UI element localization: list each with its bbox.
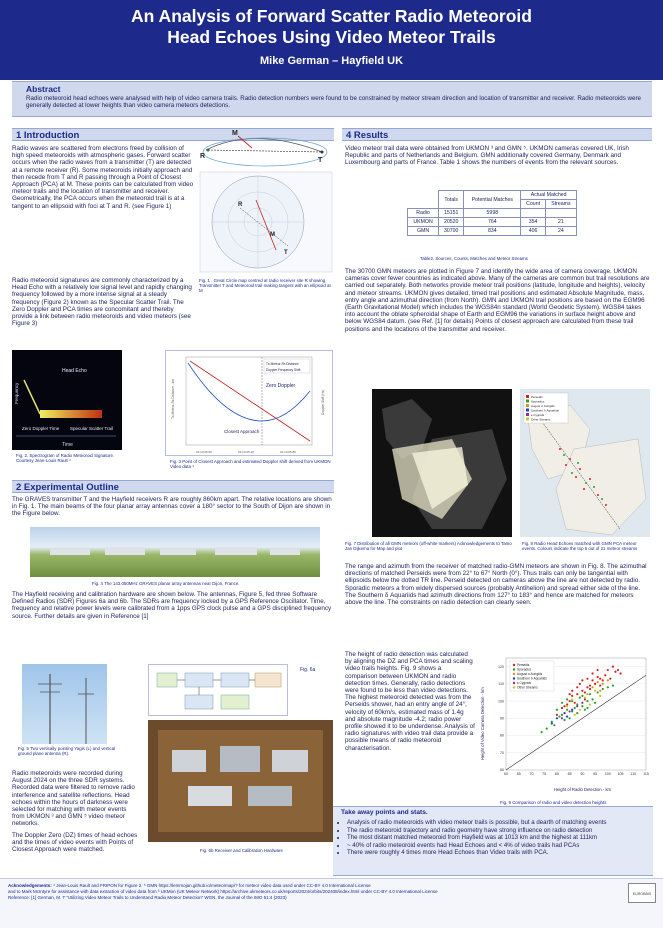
fig9-point — [563, 712, 565, 714]
fig9-point — [553, 724, 555, 726]
fig8-legend-aquariids: Southern δ Aquariids — [531, 408, 560, 413]
fig9-point — [612, 684, 614, 686]
fig9-point — [569, 717, 571, 719]
sources-table — [407, 190, 577, 236]
fig1-label-r-map: R — [238, 202, 243, 208]
fig9-point — [614, 671, 616, 673]
fig3-label-closest-approach: Closest Approach — [224, 429, 260, 434]
ack-line-2: and to Mark McIntyre for assistance with data extraction of video data from ³ UKMon (UK Meteor Network) https://archive.ukmeteors.co.uk/reports/2024/orbits/202408/index.html under CC-BY 4.0 International License — [8, 889, 438, 894]
fig2-caption: Fig. 2. Spectrogram of Radio Meteoroid Signature. Courtesy Jean-Louis Rault ⁴ — [16, 453, 115, 464]
fig9-point — [571, 698, 573, 700]
figure-1 — [196, 128, 336, 274]
fig9-point — [584, 697, 586, 699]
fig9-point — [619, 672, 621, 674]
hardware-graphic — [148, 720, 333, 842]
fig9-point — [576, 693, 578, 695]
fig9-point — [561, 714, 563, 716]
fig9-point — [591, 672, 593, 674]
figure-9-scatter — [476, 650, 654, 796]
fig9-point — [574, 714, 576, 716]
table-cell-totals: 30700 — [439, 227, 464, 236]
fig9-point — [597, 669, 599, 671]
fig3-axis-right: Doppler Shift (Hz) — [321, 389, 325, 415]
fig9-point — [581, 695, 583, 697]
figure-8-matched-map — [520, 389, 650, 537]
fig9-point — [586, 693, 588, 695]
acknowledgements — [8, 883, 618, 901]
fig9-point — [556, 714, 558, 716]
footer — [0, 878, 663, 928]
fig9-x-axis-label: Height of Radio Detection - km — [554, 787, 612, 792]
spectrogram-graphic — [12, 350, 122, 450]
fig9-y-tick: 110 — [498, 682, 504, 687]
fig9-point — [579, 709, 581, 711]
fig9-point — [579, 683, 581, 685]
fig2-y-axis-label: Frequency — [14, 382, 19, 404]
takeaway-item: • The radio meteoroid trajectory and radio geometry have strong influence on radio detection — [347, 827, 653, 835]
table-cell-name: UKMON — [408, 218, 439, 227]
fig9-point — [602, 683, 604, 685]
table-caption: Table2. Sources, Counts, Matches and Meteor Streams — [420, 256, 528, 261]
fig9-legend-swatch — [513, 682, 515, 684]
table-row — [408, 227, 577, 236]
fig9-x-tick: 85 — [567, 772, 572, 776]
fig9-x-tick: 100 — [604, 772, 611, 776]
fig9-point — [597, 676, 599, 678]
table-cell-count: 354 — [521, 218, 546, 227]
fig9-point — [571, 709, 573, 711]
fig9-point — [566, 698, 568, 700]
fig9-x-tick: 70 — [529, 772, 534, 776]
fig9-point — [558, 715, 560, 717]
table-row — [408, 209, 577, 218]
fig2-label-specular: Specular Scatter Trail — [70, 426, 114, 431]
fig8-legend-perseids: Perseids — [531, 395, 543, 399]
experimental-paragraph-1: The GRAVES transmitter T and the Hayfield receivers R are roughly 860km apart. The relative locations are shown in Fig. 1. The main beams of the four planar array antennas cover a 180° sector to the South of Dijon are shown in the Figure below. — [12, 496, 332, 518]
logo-text: EUROBBIS — [632, 892, 652, 896]
fig9-caption: Fig. 9 Comparison of radio and video detection heights — [500, 800, 607, 805]
fig9-point — [561, 707, 563, 709]
table-cell-name: Radio — [408, 209, 439, 218]
fig9-legend-label: August α Aurigids — [517, 672, 543, 676]
fig9-point — [576, 686, 578, 688]
figure-5-antennas-photo — [22, 664, 107, 744]
fig9-point — [597, 681, 599, 683]
fig9-point — [581, 702, 583, 704]
fig3-x-tick-1: 22:14:05.00 — [196, 450, 212, 454]
fig9-point — [594, 702, 596, 704]
fig9-point — [594, 683, 596, 685]
fig9-point — [561, 717, 563, 719]
fig2-label-head-echo: Head Echo — [62, 368, 87, 374]
fig9-legend-label: Sporadics — [517, 667, 532, 672]
table-header-count: Count — [521, 200, 546, 209]
table-cell-count: 406 — [521, 227, 546, 236]
fig9-point — [574, 707, 576, 709]
fig9-point — [591, 679, 593, 681]
fig9-y-tick: 120 — [498, 664, 504, 669]
takeaway-item: • ~ 40% of radio meteoroid events had Head Echoes and < 4% of video trails had PCAs — [347, 842, 653, 850]
fig9-point — [599, 684, 601, 686]
fig9-y-tick: 70 — [500, 750, 504, 755]
fig9-point — [569, 710, 571, 712]
fig9-point — [589, 684, 591, 686]
fig3-x-tick-3: 22:14:05.80 — [280, 450, 296, 454]
experimental-paragraph-3: Radio meteoroids were recorded during August 2024 on the three SDR systems. Recorded data were filtered to remove radio interference and satellite reflections. Head echoes within the hours of darkness were selected for matching with meteor events from UKMON ³ and GMN ⁵ video meteor networks. — [12, 770, 135, 828]
table-header-potential: Potential Matches — [464, 191, 521, 209]
fig9-x-tick: 60 — [504, 772, 508, 776]
abstract-heading: Abstract — [26, 84, 61, 94]
gmn-map-graphic — [372, 389, 512, 537]
intro-paragraph-1: Radio waves are scattered from electrons freed by collision of high speed meteoroids with atmospheric gases. Forward scatter occurs when the radio waves from a transmitter (T) are detected at a remote receiver (R). Some meteoroids initially approach and then recede from T and R passing through a Point of Closest Approach (PCA) at M. These points can be calculated from video meteor trails and the location of transmitter and receiver. Geometrically, the PCA occurs when the meteoroid trail is at a tangent to an ellipsoid with foci at T and R. (see Figure 1) — [12, 145, 194, 210]
fig9-x-tick: 75 — [542, 772, 547, 776]
table-cell-totals: 20520 — [439, 218, 464, 227]
pca-doppler-chart — [166, 351, 334, 457]
fig9-x-tick: 105 — [617, 772, 624, 776]
fig9-point — [581, 690, 583, 692]
fig9-point — [569, 700, 571, 702]
fig9-point — [602, 688, 604, 690]
fig9-point — [584, 691, 586, 693]
fig9-point — [586, 686, 588, 688]
great-circle-map — [196, 128, 336, 274]
fig9-x-tick: 110 — [630, 772, 637, 776]
fig9-x-tick: 65 — [516, 772, 521, 776]
fig9-point — [586, 678, 588, 680]
fig1-caption: Fig. 1 . Great Circle map centred at radio receiver site R showing Transmitter T and Meteoroid trail making tangent with an ellipsoid at M — [199, 278, 331, 294]
table-cell-potential: 834 — [464, 227, 521, 236]
fig9-point — [576, 712, 578, 714]
fig9-y-tick: 100 — [498, 699, 504, 704]
fig9-point — [571, 690, 573, 692]
fig9-point — [591, 698, 593, 700]
fig9-point — [589, 693, 591, 695]
fig8-legend-sporadics: Sporadics — [531, 399, 545, 404]
fig1-label-m-top: M — [232, 130, 238, 137]
figure-3-chart — [165, 350, 333, 456]
fig9-point — [581, 679, 583, 681]
title-line-1: An Analysis of Forward Scatter Radio Meteoroid — [131, 6, 532, 26]
takeaway-item: • The most distant matched meteoroid from Hayfield was at 1013 km and the highest at 111km — [347, 834, 653, 842]
fig9-point — [546, 728, 548, 730]
table-cell-streams: 24 — [545, 227, 576, 236]
fig9-point — [609, 678, 611, 680]
fig5-caption: Fig. 5 Two vertically pointing Yagis (L) and vertical ground plane antenna (R). — [18, 746, 116, 757]
table-header-actual: Actual Matched — [521, 191, 577, 200]
fig9-x-tick: 90 — [580, 772, 585, 776]
intro-heading: 1 Introduction — [12, 128, 334, 141]
results-paragraph-3: The range and azimuth from the receiver of matched radio-GMN meteors are shown in Fig. 8. The azimuthal directions of matched Perseids were from 22° to 67° North (0°). Thus trails can only be tangential with ellipsoids below the dotted TR line. Perseid detected on cameras above the line are not detected by radio. Sporadic meteors a from widely dispersed sources (probably Antihelion) and spread either side of the line. The Southern δ Aquariids had azimuth directions from 127° to 183° and hence are matched for meteors above the line. The constraints on radio detection can clearly seen. — [345, 563, 647, 607]
fig2-label-zero-doppler: Zero Doppler Time — [22, 426, 60, 431]
experimental-paragraph-2: The Hayfield receiving and calibration hardware are shown below. The antennas, Figure 5, fed three Software Defined Radios (SDR) Figures 6a and 6b. The SDRs are frequency locked by a GPS Reference Oscillator. Time, frequency and relative power levels were calibrated from a 1pps GPS clock pulse and a GPS disciplined frequency source. Further details are given in Reference [1] — [12, 591, 332, 620]
fig9-x-tick: 80 — [554, 772, 559, 776]
fig9-point — [597, 691, 599, 693]
fig1-label-r-top: R — [200, 153, 206, 160]
takeaway-list — [333, 819, 653, 857]
fig9-y-tick: 60 — [500, 768, 504, 773]
receiver-block-diagram — [149, 665, 289, 717]
table-cell-count — [521, 209, 546, 218]
fig9-point — [599, 695, 601, 697]
experimental-heading: 2 Experimental Outline — [12, 480, 334, 493]
table-cell-name: GMN — [408, 227, 439, 236]
fig9-legend-label: Southern δ Aquariids — [517, 676, 547, 681]
fig8-legend-cygnids: κ Cygnids — [531, 413, 545, 417]
fig9-point — [556, 717, 558, 719]
ack-label: Acknowledgements: — [8, 883, 52, 888]
table-cell-streams: 21 — [545, 218, 576, 227]
fig9-point — [586, 707, 588, 709]
fig3-label-zero-doppler: Zero Doppler — [266, 383, 296, 389]
fig9-point — [541, 731, 543, 733]
fig9-point — [594, 690, 596, 692]
title-line-2: Head Echoes Using Video Meteor Trails — [167, 27, 496, 47]
fig9-point — [581, 705, 583, 707]
fig9-point — [612, 666, 614, 668]
fig9-point — [566, 715, 568, 717]
fig9-point — [589, 688, 591, 690]
table-row — [408, 218, 577, 227]
fig4-caption: Fig. 4 The 143.050MHz GRAVES planar array antennas near Dijon, France. — [92, 581, 240, 586]
title-banner — [0, 0, 663, 80]
fig9-legend-label: Perseids — [517, 663, 530, 667]
abstract-box — [12, 81, 652, 117]
results-paragraph-2: The 30700 GMN meteors are plotted in Figure 7 and identify the wide area of camera coverage. UKMON cameras cover fewer countries as indicated above. Many of the cameras are common but trail resolutions are carried out separately. Both networks provide meteor trail positions (latitude, longitude and heights), velocity and meteor streams. UKMON gives detailed, timed trail positions and estimated Absolute Magnitude, mass, entry angle and azimuthal direction (from North). GMN and UKMON trail positions are based on the EGM96 (Earth Gravitational Model) which includes the WGS84n standard (World Geodetic System). WGS84 takes into account the oblate spheroidal shape of Earth and EGM96 the variations in surface height above and below WGS84 datum. (see Ref. [1] for details) Points of closest approach are calculated from these trail positions and the locations of the transmitter and receiver. — [345, 268, 650, 333]
table-header-totals: Totals — [439, 191, 464, 209]
fig8-legend-other: Other Streams — [531, 417, 551, 422]
fig9-legend-swatch — [513, 668, 515, 670]
fig3-caption: Fig. 3 Point of Closest Approach and estimated Doppler shift derived from UKMON Video data ⁴ — [170, 459, 331, 470]
fig3-x-tick-2: 22:14:05.40 — [238, 450, 254, 454]
takeaway-item: • Analysis of radio meteoroids with video meteor trails is possible, but a dearth of matching events — [347, 819, 653, 827]
fig9-y-tick: 90 — [500, 716, 504, 721]
figure-2-spectrogram — [12, 350, 122, 450]
fig1-label-m-map: M — [270, 232, 275, 238]
poster-title — [0, 0, 663, 48]
fig9-point — [556, 709, 558, 711]
fig9-point — [561, 702, 563, 704]
fig9-point — [574, 702, 576, 704]
table-cell-potential: 764 — [464, 218, 521, 227]
yagi-antennas-graphic — [22, 664, 107, 744]
figure-6a-block-diagram — [148, 664, 288, 716]
fig9-point — [551, 722, 553, 724]
fig3-legend-doppler: Doppler Frequency Shift — [266, 368, 301, 372]
fig8-caption: Fig. 8 Radio Head Echoes matched with GMN PCA meteor events. Colours indicate the top 5 out of 21 meteor streams — [522, 541, 638, 552]
fig9-point — [571, 695, 573, 697]
height-comparison-chart — [476, 650, 654, 796]
fig9-legend-swatch — [513, 673, 515, 675]
takeaway-heading: Take away points and stats. — [341, 809, 428, 816]
fig9-legend-label: Other Streams — [517, 685, 538, 690]
fig9-legend-swatch — [513, 664, 515, 666]
figure-6b-hardware-photo — [148, 720, 333, 842]
fig7-caption: Fig. 7 Distribution of all GMN meteors (off-white markers) Acknowledgements to Tamo Jan Dijkema for Map and plot — [345, 541, 512, 552]
table-cell-potential: 5998 — [464, 209, 521, 218]
fig9-legend-swatch — [513, 686, 515, 688]
fig9-point — [566, 705, 568, 707]
fig9-point — [566, 709, 568, 711]
graves-antennas-graphic — [30, 527, 320, 577]
fig9-legend-swatch — [513, 677, 515, 679]
fig9-point — [584, 709, 586, 711]
takeaway-item: • There were roughly 4 times more Head Echoes than Video trails with PCA. — [347, 849, 653, 857]
fig9-x-tick: 115 — [643, 772, 649, 776]
table-header-streams: Streams — [545, 200, 576, 209]
fig1-label-t-top: T — [318, 157, 323, 164]
intro-paragraph-2: Radio meteoroid signatures are commonly characterized by a Head Echo with a relatively low signal level and rapidly changing frequency followed by a more intense signal at a steady frequency (Figure 2) known as the Specular Scatter Trail. The Zero Doppler and PCA times are concomitant and thereby provide a link between radio meteoroids and video meteors (see Figure 3) — [12, 277, 192, 328]
table-cell-totals: 15151 — [439, 209, 464, 218]
fig6b-caption: Fig. 6b Receiver and Calibration Hardware — [200, 848, 283, 853]
fig9-point — [589, 703, 591, 705]
fig8-legend-aurigids: August α Aurigids — [531, 404, 555, 408]
fig9-point — [599, 678, 601, 680]
takeaway-box — [333, 806, 653, 876]
fig2-x-axis-label: Time — [62, 442, 73, 448]
reference: Reference: [1] German, M. T “Utilizing Video Meteor Trails to Understand Radio Meteor Detection” WGN, the Journal of the IMO 51:4 (2023) — [8, 895, 287, 900]
fig9-point — [563, 719, 565, 721]
eurobbis-logo — [628, 883, 656, 903]
fig9-y-tick: 80 — [500, 733, 504, 738]
fig9-point — [599, 690, 601, 692]
fig9-point — [607, 669, 609, 671]
figure-4-graves-photo — [30, 527, 320, 577]
fig9-point — [576, 705, 578, 707]
fig9-point — [563, 705, 565, 707]
experimental-paragraph-4: The Doppler Zero (DZ) times of head echoes and the times of video events with Points of Closest Approach were matched. — [12, 832, 138, 854]
fig3-legend-distance: Tx-Meteor-Rx Distance — [266, 362, 299, 366]
abstract-text: Radio meteoroid head echoes were analysed with help of video camera trails. Radio detection numbers were found to be constrained by meteor stream direction and location of transmitter and receiver. Radio meteoroids were generally detected at lower heights than video camera meteors detections. — [26, 95, 641, 110]
results-heading: 4 Results — [342, 128, 652, 141]
fig9-point — [591, 686, 593, 688]
fig9-point — [604, 674, 606, 676]
ack-line-1: ⁴ Jean-Louis Rault and FRIPON for Figure 2. ⁵ GMN https://lemmojan.github.io/meteormap/? for meteor video data used under CC-BY 4.0 International License — [53, 883, 371, 888]
fig9-point — [607, 686, 609, 688]
results-paragraph-1: Video meteor trail data were obtained from UKMON ³ and GMN ⁵. UKMON cameras covered UK, Irish Republic and parts of Netherlands and Belgium. GMN additionally covered Germany, Denmark and Luxembourg and parts of France. Table 1 shows the numbers of events from the relevant sources. — [345, 145, 629, 167]
fig9-legend-label: κ Cygnids — [517, 681, 531, 685]
fig3-axis-left: Tx-Meteor-Rx Distance - km — [171, 379, 175, 419]
fig9-y-axis-label: Height of Video Camera Detection - km — [480, 687, 485, 760]
fig9-point — [607, 679, 609, 681]
fig9-point — [617, 669, 619, 671]
fig9-x-tick: 95 — [593, 772, 598, 776]
results-paragraph-4: The height of radio detection was calculated by aligning the DZ and PCA times and scaling video trails heights. Fig. 9 shows a comparison between UKMON and radio detection times. Generally, radio detections were found to be less than video detections. The highest meteoroid detected was from the Perseids shower, had an entry angle of 24°, velocity of 60km/s, estimated mass of 1.4g and absolute magnitude -4.2; radio power profile showed it to be underdense. Analysis of radio signatures with video trail data provide a possible means of radio meteoroid characterisation. — [345, 651, 475, 752]
fig9-point — [602, 679, 604, 681]
figure-7-gmn-map — [372, 389, 512, 537]
fig9-point — [579, 697, 581, 699]
matched-map-graphic — [520, 389, 650, 537]
fig6a-label: Fig. 6a — [300, 667, 316, 673]
fig9-point — [569, 693, 571, 695]
fig9-point — [586, 700, 588, 702]
fig1-label-t-map: T — [284, 250, 288, 256]
author: Mike German – Hayfield UK — [259, 55, 404, 67]
table-cell-streams — [545, 209, 576, 218]
